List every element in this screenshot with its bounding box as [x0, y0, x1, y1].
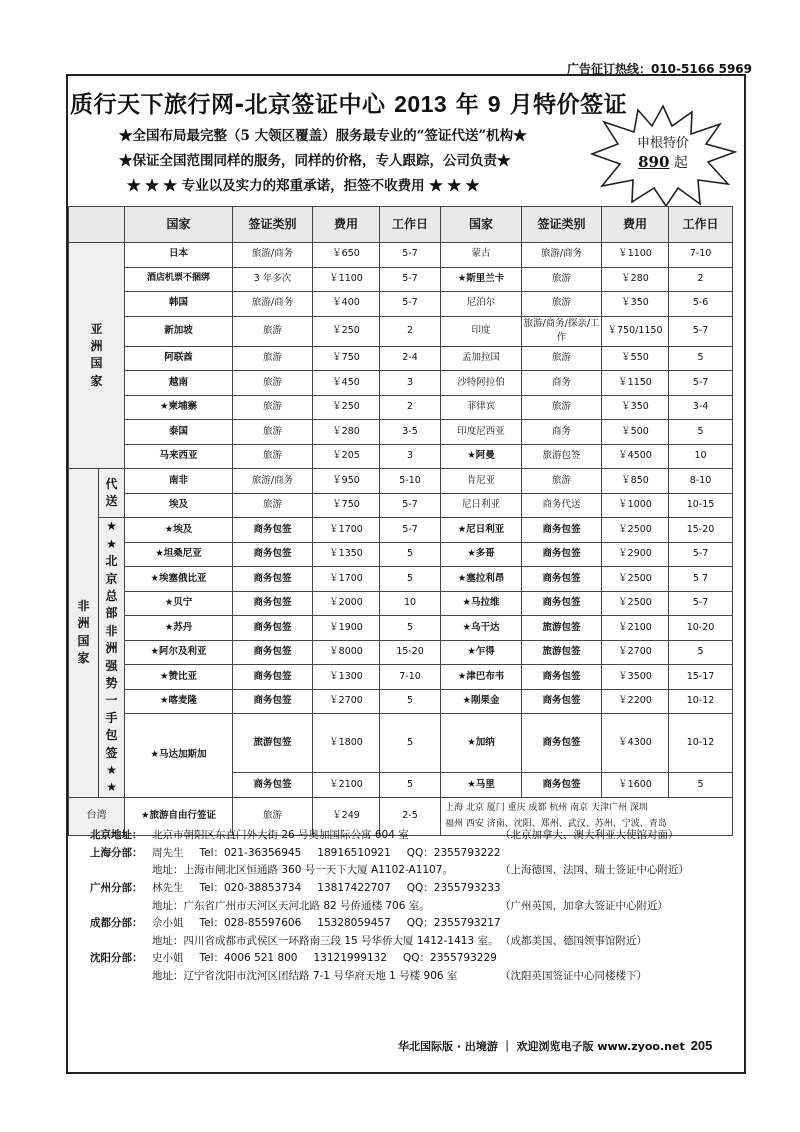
table-cell: 旅游: [233, 371, 313, 396]
office-row: [90, 914, 720, 932]
table-row: [69, 616, 733, 641]
table-cell: ￥250: [313, 395, 380, 420]
office-contact: 史小姐: [152, 952, 184, 965]
table-cell: ￥1350: [313, 542, 380, 567]
office-contact: [152, 880, 517, 895]
table-cell: 5: [380, 616, 441, 641]
table-row: [69, 714, 733, 773]
office-row: [90, 967, 720, 985]
table-row: [69, 420, 733, 445]
strong-package-text: ★★北京总部非洲强势一手包签★★: [105, 519, 118, 795]
office-mobile: 18916510921: [317, 846, 391, 859]
table-cell: 旅游包签: [522, 444, 602, 469]
country-cell: ★马达加斯加: [125, 714, 233, 797]
table-cell: 旅游/商务/探亲/工作: [522, 316, 602, 346]
office-address: 地址：广东省广州市天河区天河北路 82 号侨通楼 706 室。: [152, 899, 430, 912]
table-row: [69, 316, 733, 346]
slogan-1: ★全国布局最完整（5 大领区覆盖）服务最专业的“签证代送”机构★: [119, 128, 527, 144]
country-cell: ★阿曼: [441, 444, 522, 469]
header-visa-type-2: 签证类别: [522, 207, 602, 243]
region-label-taiwan: 台湾: [69, 797, 125, 835]
table-cell: 5-6: [669, 292, 733, 317]
table-cell: ￥850: [602, 469, 669, 494]
office-contact: 周先生: [152, 846, 184, 859]
table-cell: 商务包签: [522, 773, 602, 798]
table-cell: 10-12: [669, 689, 733, 714]
office-mobile: 15328059457: [317, 917, 391, 930]
table-cell: 旅游/商务: [233, 292, 313, 317]
table-row: [69, 493, 733, 518]
country-cell: ★多哥: [441, 542, 522, 567]
office-tel: Tel：021-36356945: [199, 846, 302, 859]
table-cell: 商务: [522, 371, 602, 396]
table-cell: 商务包签: [522, 689, 602, 714]
table-cell: ￥1900: [313, 616, 380, 641]
table-cell: ￥450: [313, 371, 380, 396]
country-cell: ★尼日利亚: [441, 518, 522, 543]
table-cell: ￥3500: [602, 665, 669, 690]
header-fee: 费用: [313, 207, 380, 243]
table-cell: 商务包签: [522, 714, 602, 773]
table-cell: 5: [380, 714, 441, 773]
table-cell: 旅游: [522, 267, 602, 292]
table-cell: 商务: [522, 420, 602, 445]
office-label: 上海分部：: [90, 846, 143, 859]
table-cell: 3-5: [380, 420, 441, 445]
table-cell: 5-7: [380, 243, 441, 268]
table-cell: ￥350: [602, 292, 669, 317]
table-cell: ￥500: [602, 420, 669, 445]
country-cell: 尼日利亚: [441, 493, 522, 518]
country-cell: ★刚果金: [441, 689, 522, 714]
table-cell: ￥2100: [602, 616, 669, 641]
country-cell: ★马里: [441, 773, 522, 798]
country-cell: 酒店机票不捆绑: [125, 267, 233, 292]
table-cell: 商务包签: [233, 542, 313, 567]
table-cell: ￥249: [313, 797, 380, 835]
slogan-2: ★保证全国范围同样的服务，同样的价格，专人跟踪，公司负责★: [119, 153, 511, 169]
office-row: [90, 932, 720, 950]
table-cell: 2-5: [380, 797, 441, 835]
country-cell: 蒙古: [441, 243, 522, 268]
table-cell: ￥205: [313, 444, 380, 469]
country-cell: 韩国: [125, 292, 233, 317]
strong-package-label: [99, 518, 125, 797]
table-cell: 旅游: [233, 346, 313, 371]
table-cell: 旅游: [522, 292, 602, 317]
office-row: [90, 861, 720, 879]
office-tel: Tel：4006 521 800: [199, 952, 298, 965]
office-label: 沈阳分部：: [90, 952, 143, 965]
office-note: （广州英国，加拿大签证中心附近）: [500, 899, 668, 912]
country-cell: ★乌干达: [441, 616, 522, 641]
country-cell: 马来西亚: [125, 444, 233, 469]
office-contact: [152, 915, 517, 930]
office-list: [90, 826, 720, 984]
table-cell: 10-12: [669, 714, 733, 773]
table-cell: 5-7: [669, 591, 733, 616]
table-cell: 旅游/商务: [233, 469, 313, 494]
table-row: [69, 567, 733, 592]
table-cell: ￥2900: [602, 542, 669, 567]
table-cell: 5-10: [380, 469, 441, 494]
table-cell: 10: [669, 444, 733, 469]
table-cell: ￥250: [313, 316, 380, 346]
country-cell: ★柬埔寨: [125, 395, 233, 420]
office-address: 地址：上海市闸北区恒通路 360 号一天下大厦 A1102-A1107。: [152, 864, 453, 877]
table-cell: 旅游: [233, 493, 313, 518]
country-cell: ★埃及: [125, 518, 233, 543]
table-cell: 旅游包签: [522, 640, 602, 665]
office-label: 成都分部：: [90, 917, 143, 930]
table-cell: 商务包签: [522, 542, 602, 567]
table-cell: ￥1700: [313, 518, 380, 543]
country-cell: ★津巴布韦: [441, 665, 522, 690]
country-cell: 日本: [125, 243, 233, 268]
office-qq: QQ：2355793229: [403, 952, 497, 965]
country-cell: ★旅游自由行签证: [125, 797, 233, 835]
office-contact: 佘小姐: [152, 917, 184, 930]
table-cell: ￥2500: [602, 591, 669, 616]
country-cell: ★喀麦隆: [125, 689, 233, 714]
table-cell: 商务包签: [233, 640, 313, 665]
table-cell: ￥2200: [602, 689, 669, 714]
table-cell: 旅游: [522, 395, 602, 420]
office-qq: QQ：2355793222: [406, 846, 501, 859]
table-cell: 旅游/商务: [233, 243, 313, 268]
table-cell: 旅游: [522, 469, 602, 494]
table-cell: ￥2700: [313, 689, 380, 714]
table-cell: 2-4: [380, 346, 441, 371]
table-row: [69, 689, 733, 714]
table-header-row: [69, 207, 733, 243]
header-visa-type: 签证类别: [233, 207, 313, 243]
table-cell: 15-20: [669, 518, 733, 543]
table-cell: 5: [669, 346, 733, 371]
daisong-label: [99, 469, 125, 518]
table-cell: ￥750: [313, 346, 380, 371]
country-cell: 沙特阿拉伯: [441, 371, 522, 396]
schengen-price-burst: [588, 104, 738, 208]
table-cell: 商务包签: [233, 518, 313, 543]
table-cell: ￥4300: [602, 714, 669, 773]
city-list-line: 上海 北京 厦门 重庆 成都 杭州 南京 天津广州 深圳: [445, 803, 648, 813]
country-cell: 越南: [125, 371, 233, 396]
country-cell: ★乍得: [441, 640, 522, 665]
office-tel: Tel：020-38853734: [199, 882, 302, 895]
table-cell: 商务包签: [233, 567, 313, 592]
table-cell: ￥350: [602, 395, 669, 420]
table-cell: 商务包签: [233, 616, 313, 641]
office-row: [90, 826, 720, 844]
country-cell: 埃及: [125, 493, 233, 518]
country-cell: ★苏丹: [125, 616, 233, 641]
country-cell: 南非: [125, 469, 233, 494]
table-cell: ￥280: [313, 420, 380, 445]
table-cell: 5 7: [669, 567, 733, 592]
header-workdays: 工作日: [380, 207, 441, 243]
office-note: （北京加拿大、澳大利亚大使馆对面）: [500, 829, 679, 842]
country-cell: ★赞比亚: [125, 665, 233, 690]
table-cell: ￥4500: [602, 444, 669, 469]
table-cell: 5: [669, 640, 733, 665]
office-note: （上海德国、法国、瑞士签证中心附近）: [500, 864, 689, 877]
table-cell: 3-4: [669, 395, 733, 420]
country-cell: 泰国: [125, 420, 233, 445]
table-cell: ￥1000: [602, 493, 669, 518]
country-cell: 肯尼亚: [441, 469, 522, 494]
table-cell: 旅游: [522, 346, 602, 371]
table-cell: 旅游包签: [522, 616, 602, 641]
country-cell: ★加纳: [441, 714, 522, 773]
table-cell: 5: [380, 773, 441, 798]
office-row: [90, 879, 720, 897]
page-title: 质行天下旅行网-北京签证中心 2013 年 9 月特价签证: [70, 91, 628, 118]
table-cell: ￥1100: [313, 267, 380, 292]
table-cell: 5-7: [380, 292, 441, 317]
table-cell: 5: [380, 567, 441, 592]
country-cell: ★贝宁: [125, 591, 233, 616]
office-note: （沈阳英国签证中心同楼楼下）: [500, 970, 647, 983]
office-mobile: 13121999132: [313, 952, 387, 965]
table-cell: ￥550: [602, 346, 669, 371]
table-cell: 商务代送: [522, 493, 602, 518]
office-label: 北京地址：: [90, 829, 143, 842]
header-country-2: 国家: [441, 207, 522, 243]
header-fee-2: 费用: [602, 207, 669, 243]
table-cell: 旅游: [233, 797, 313, 835]
office-address: 地址：四川省成都市武侯区一环路南三段 15 号华侨大厦 1412-1413 室。: [152, 934, 499, 947]
office-note: （成都美国、德国领事馆附近）: [500, 934, 647, 947]
table-cell: 10: [380, 591, 441, 616]
table-cell: ￥2100: [313, 773, 380, 798]
visa-price-table: [68, 206, 733, 836]
table-cell: 商务包签: [522, 567, 602, 592]
slogan-3: ★ ★ ★ 专业以及实力的郑重承诺，拒签不收费用 ★ ★ ★: [127, 178, 480, 194]
burst-price: 890 起: [638, 153, 688, 171]
table-cell: 2: [669, 267, 733, 292]
office-contact: [152, 950, 513, 965]
country-cell: 菲律宾: [441, 395, 522, 420]
table-cell: ￥650: [313, 243, 380, 268]
table-row: [69, 542, 733, 567]
table-cell: ￥8000: [313, 640, 380, 665]
table-cell: ￥2000: [313, 591, 380, 616]
table-cell: 商务包签: [522, 591, 602, 616]
country-cell: 印度尼西亚: [441, 420, 522, 445]
office-row: [90, 844, 720, 862]
office-row: [90, 896, 720, 914]
table-cell: 15-20: [380, 640, 441, 665]
office-qq: QQ：2355793233: [406, 882, 501, 895]
office-contact: 林先生: [152, 882, 184, 895]
table-cell: 商务包签: [233, 665, 313, 690]
table-cell: 5-7: [380, 493, 441, 518]
table-cell: 商务包签: [522, 518, 602, 543]
table-cell: 旅游: [233, 395, 313, 420]
table-cell: 5: [380, 542, 441, 567]
office-label: 广州分部：: [90, 882, 143, 895]
table-row: [69, 395, 733, 420]
table-cell: 旅游包签: [233, 714, 313, 773]
city-list-line: 福州 西安 济南、沈阳、郑州、武汉、苏州、宁波、青岛: [445, 819, 667, 830]
table-cell: 5: [669, 420, 733, 445]
table-cell: 5-7: [380, 267, 441, 292]
header-workdays-2: 工作日: [669, 207, 733, 243]
country-cell: 尼泊尔: [441, 292, 522, 317]
table-cell: 2: [380, 316, 441, 346]
country-cell: ★马拉维: [441, 591, 522, 616]
table-row: [69, 243, 733, 268]
country-cell: ★坦桑尼亚: [125, 542, 233, 567]
table-row: [69, 591, 733, 616]
table-cell: 5: [669, 773, 733, 798]
office-qq: QQ：2355793217: [406, 917, 501, 930]
office-row: [90, 949, 720, 967]
country-cell: ★塞拉利昂: [441, 567, 522, 592]
country-cell: 孟加拉国: [441, 346, 522, 371]
burst-label: 申根特价: [636, 136, 689, 151]
table-cell: ￥1800: [313, 714, 380, 773]
table-row: [69, 665, 733, 690]
table-cell: 7-10: [669, 243, 733, 268]
table-cell: 10-20: [669, 616, 733, 641]
header-country: 国家: [125, 207, 233, 243]
table-cell: 7-10: [380, 665, 441, 690]
table-row: [69, 640, 733, 665]
table-cell: 旅游: [233, 444, 313, 469]
page-footer: 华北国际版 · 出境游 ｜ 欢迎浏览电子版 www.zyoo.net 205: [398, 1038, 713, 1053]
daisong-label-text: 代送: [105, 477, 118, 509]
country-cell: ★斯里兰卡: [441, 267, 522, 292]
country-cell: 新加坡: [125, 316, 233, 346]
table-cell: 5: [380, 689, 441, 714]
office-address: 北京市朝阳区东直门外大街 26 号奥加国际公寓 604 室: [152, 829, 409, 842]
office-address: 地址：辽宁省沈阳市沈河区团结路 7-1 号华府天地 1 号楼 906 室: [152, 970, 458, 983]
table-cell: 旅游: [233, 420, 313, 445]
table-cell: 3: [380, 444, 441, 469]
table-cell: ￥1100: [602, 243, 669, 268]
office-contact: [152, 845, 517, 860]
table-row: [69, 292, 733, 317]
table-cell: ￥1300: [313, 665, 380, 690]
table-cell: 15-17: [669, 665, 733, 690]
country-cell: ★阿尔及利亚: [125, 640, 233, 665]
table-cell: ￥750: [313, 493, 380, 518]
table-row: [69, 444, 733, 469]
table-row: [69, 469, 733, 494]
table-row: [69, 346, 733, 371]
region-label-africa: [69, 469, 99, 797]
table-cell: 3 年多次: [233, 267, 313, 292]
table-cell: 5-7: [669, 371, 733, 396]
table-cell: ￥280: [602, 267, 669, 292]
table-cell: 8-10: [669, 469, 733, 494]
page-number: 205: [690, 1038, 713, 1053]
country-cell: 印度: [441, 316, 522, 346]
table-row: [69, 371, 733, 396]
table-cell: 10-15: [669, 493, 733, 518]
table-cell: ￥1600: [602, 773, 669, 798]
table-cell: 3: [380, 371, 441, 396]
office-mobile: 13817422707: [317, 882, 391, 895]
office-tel: Tel：028-85597606: [199, 917, 302, 930]
table-row: [69, 518, 733, 543]
table-cell: ￥400: [313, 292, 380, 317]
table-cell: 商务包签: [233, 689, 313, 714]
table-row: [69, 267, 733, 292]
region-label-text: 非洲国家: [77, 598, 90, 666]
table-cell: ￥1150: [602, 371, 669, 396]
region-label-text: 亚洲国家: [90, 321, 103, 388]
table-cell: 5-7: [380, 518, 441, 543]
country-cell: ★埃塞俄比亚: [125, 567, 233, 592]
table-cell: ￥750/1150: [602, 316, 669, 346]
table-cell: ￥950: [313, 469, 380, 494]
table-cell: 旅游: [233, 316, 313, 346]
table-cell: 旅游/商务: [522, 243, 602, 268]
table-body: [69, 243, 733, 836]
table-cell: 商务包签: [233, 773, 313, 798]
ad-hotline: 广告征订热线：010-5166 5969: [566, 62, 752, 76]
table-cell: ￥2700: [602, 640, 669, 665]
table-cell: ￥1700: [313, 567, 380, 592]
table-cell: 5-7: [669, 316, 733, 346]
table-cell: 商务包签: [233, 591, 313, 616]
table-cell: 商务包签: [522, 665, 602, 690]
table-cell: ￥2500: [602, 567, 669, 592]
table-cell: 2: [380, 395, 441, 420]
table-cell: ￥2500: [602, 518, 669, 543]
table-cell: 5-7: [669, 542, 733, 567]
country-cell: 阿联酋: [125, 346, 233, 371]
region-label-asia: [69, 243, 125, 469]
